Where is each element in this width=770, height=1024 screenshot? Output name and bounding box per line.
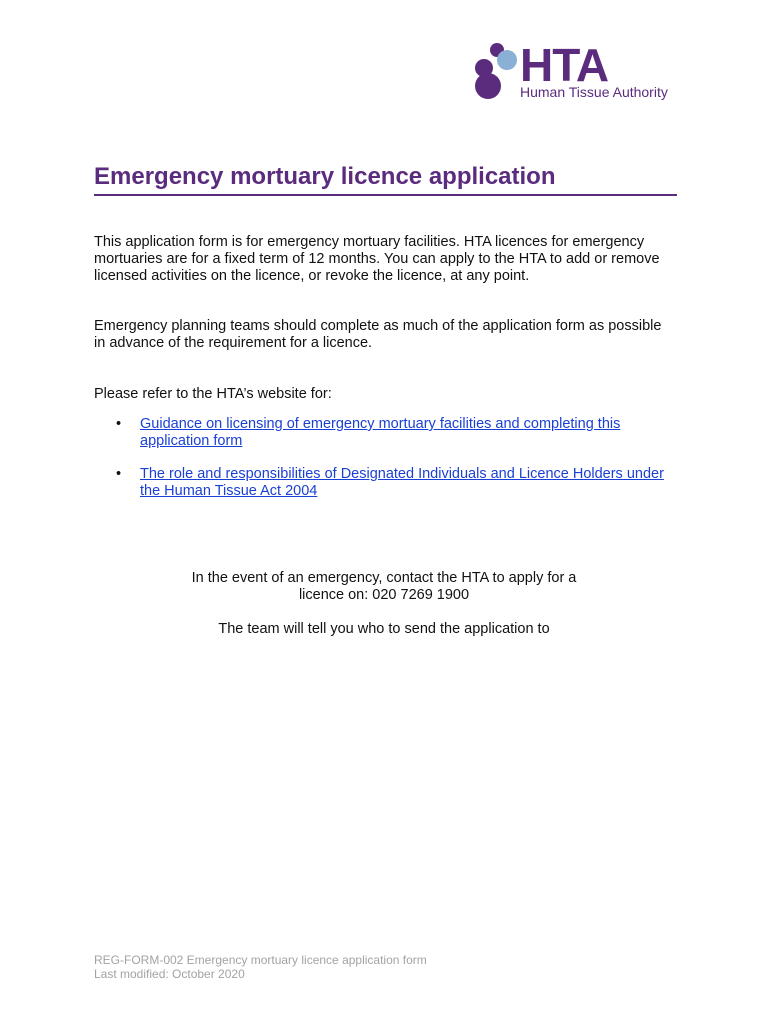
emergency-contact [94,570,674,604]
team-note: The team will tell you who to send the application to [218,621,550,637]
title-divider [94,194,677,196]
responsibilities-link[interactable]: The role and responsibilities of Designated Individuals and Licence Holders under the Human Tissue Act 2004 [140,466,664,499]
emergency-line-1: In the event of an emergency, contact the HTA to apply for a [191,570,577,586]
bullet-icon: • [116,466,122,482]
planning-paragraph: Emergency planning teams should complete as much of the application form as possible in advance of the requirement for a licence. [94,318,662,351]
intro-paragraph: This application form is for emergency mortuary facilities. HTA licences for emergency mortuaries are for a fixed term of 12 months. You can apply to the HTA to add or remove licensed activities on the licence, or revoke the licence, at any point. [94,234,660,284]
list-item [94,416,674,450]
refer-paragraph: Please refer to the HTA’s website for: [94,386,332,402]
page-title: Emergency mortuary licence application [94,163,556,190]
page-footer [94,953,427,981]
list-item [94,466,674,500]
logo-wordmark: HTA [520,39,609,91]
hta-logo-dots-icon [470,38,520,104]
hta-logo [470,38,690,104]
bullet-icon: • [116,416,122,432]
guidance-link-list [94,416,674,516]
emergency-line-2: licence on: 020 7269 1900 [298,587,470,603]
logo-subtitle: Human Tissue Authority [520,84,668,100]
guidance-link[interactable]: Guidance on licensing of emergency mortuary facilities and completing this application form [140,416,621,449]
footer-last-modified: Last modified: October 2020 [94,967,245,981]
footer-form-ref: REG-FORM-002 Emergency mortuary licence application form [94,953,427,967]
